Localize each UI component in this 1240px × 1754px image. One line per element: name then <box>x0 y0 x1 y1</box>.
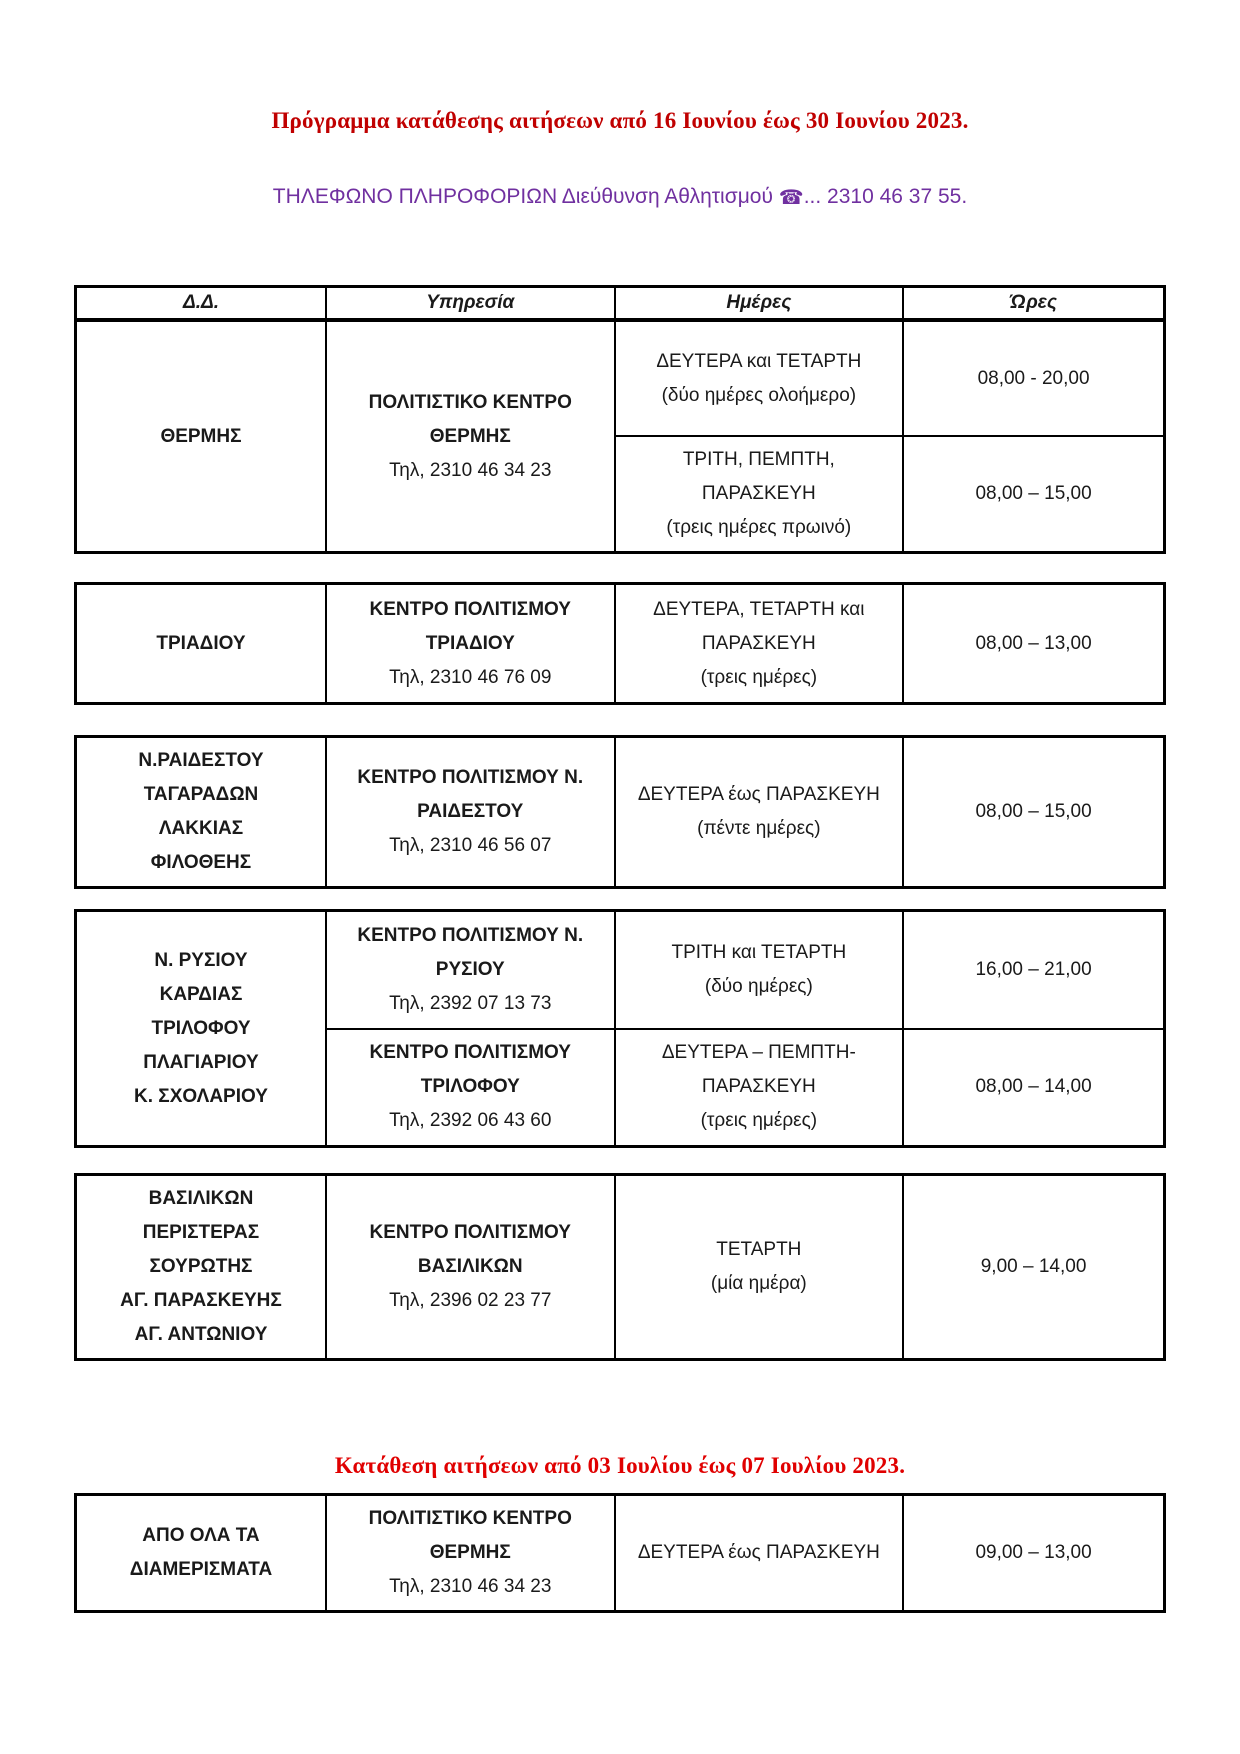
hours-cell: 9,00 – 14,00 <box>903 1175 1164 1360</box>
service-name-line: ΚΕΝΤΡΟ ΠΟΛΙΤΙΣΜΟΥ Ν. <box>357 767 584 788</box>
table-thermis <box>74 285 1166 554</box>
days-line: ΠΑΡΑΣΚΕΥΗ <box>701 1076 816 1098</box>
service-cell <box>326 320 615 553</box>
header-row <box>76 287 1165 321</box>
days-cell <box>615 584 904 704</box>
table-raidestou <box>74 735 1166 889</box>
days-note: (τρεις ημέρες) <box>700 1110 818 1132</box>
info-phone-number: ... 2310 46 37 55. <box>803 185 968 208</box>
days-note: (δύο ημέρες ολοήμερο) <box>661 384 857 406</box>
district-cell <box>76 584 326 704</box>
days-line: ΔΕΥΤΕΡΑ – ΠΕΜΠΤΗ- <box>661 1042 856 1064</box>
days-line: ΔΕΥΤΕΡΑ έως ΠΑΡΑΣΚΕΥΗ <box>637 1542 880 1563</box>
district-line: ΠΛΑΓΙΑΡΙΟΥ <box>143 1051 259 1073</box>
service-phone: Τηλ, 2392 06 43 60 <box>389 1110 552 1132</box>
district-line: ΑΓ. ΠΑΡΑΣΚΕΥΗΣ <box>120 1290 282 1311</box>
days-line: ΔΕΥΤΕΡΑ και ΤΕΤΑΡΤΗ <box>656 350 862 372</box>
days-line: ΠΑΡΑΣΚΕΥΗ <box>701 632 816 654</box>
title-july-period: Κατάθεση αιτήσεων από 03 Ιουλίου έως 07 Ιουλίου 2023. <box>334 1453 906 1478</box>
days-line: ΔΕΥΤΕΡΑ έως ΠΑΡΑΣΚΕΥΗ <box>637 784 880 805</box>
service-name-line: ΡΑΙΔΕΣΤΟΥ <box>417 801 524 822</box>
service-name-line: ΠΟΛΙΤΙΣΤΙΚΟ ΚΕΝΤΡΟ <box>368 391 572 413</box>
table-vasilikon <box>74 1173 1166 1361</box>
district-cell <box>76 737 326 888</box>
table-row <box>76 1495 1165 1612</box>
hours-cell: 08,00 – 13,00 <box>903 584 1164 704</box>
days-note: (πέντε ημέρες) <box>697 818 821 839</box>
days-cell <box>615 320 904 436</box>
hours-cell: 08,00 - 20,00 <box>903 320 1164 436</box>
title-june-period: Πρόγραμμα κατάθεσης αιτήσεων από 16 Ιουνίου έως 30 Ιουνίου 2023. <box>271 108 969 133</box>
district-line: ΑΓ. ΑΝΤΩΝΙΟΥ <box>134 1324 268 1345</box>
service-phone: Τηλ, 2310 46 34 23 <box>389 1576 552 1597</box>
days-cell <box>615 911 904 1029</box>
service-name-line: ΠΟΛΙΤΙΣΤΙΚΟ ΚΕΝΤΡΟ <box>368 1508 572 1529</box>
info-phone-label: ΤΗΛΕΦΩΝΟ ΠΛΗΡΟΦΟΡΙΩΝ Διεύθυνση Αθλητισμού <box>272 185 773 208</box>
days-note: (δύο ημέρες) <box>704 975 813 997</box>
hours-cell: 08,00 – 14,00 <box>903 1029 1164 1147</box>
district-line: ΤΡΙΑΔΙΟΥ <box>156 632 246 654</box>
district-line: ΤΑΓΑΡΑΔΩΝ <box>143 784 259 805</box>
service-name-line: ΤΡΙΑΔΙΟΥ <box>425 632 515 654</box>
service-name-line: ΚΕΝΤΡΟ ΠΟΛΙΤΙΣΜΟΥ Ν. <box>357 924 584 946</box>
service-phone: Τηλ, 2310 46 76 09 <box>389 666 552 688</box>
district-line: ΚΑΡΔΙΑΣ <box>159 983 243 1005</box>
district-line: ΒΑΣΙΛΙΚΩΝ <box>148 1188 254 1209</box>
district-line: ΘΕΡΜΗΣ <box>160 425 242 447</box>
district-line: ΣΟΥΡΩΤΗΣ <box>149 1256 253 1277</box>
service-name-line: ΤΡΙΛΟΦΟΥ <box>420 1076 520 1098</box>
district-line: Ν. ΡΥΣΙΟΥ <box>154 949 248 971</box>
district-line: ΦΙΛΟΘΕΗΣ <box>150 852 252 873</box>
days-cell <box>615 436 904 553</box>
district-line: Ν.ΡΑΙΔΕΣΤΟΥ <box>138 750 264 771</box>
service-phone: Τηλ, 2310 46 34 23 <box>389 459 552 481</box>
service-name-line: ΘΕΡΜΗΣ <box>429 1542 511 1563</box>
days-line: ΠΑΡΑΣΚΕΥΗ <box>701 483 816 504</box>
service-name-line: ΡΥΣΙΟΥ <box>435 958 505 980</box>
district-line: ΤΡΙΛΟΦΟΥ <box>151 1017 251 1039</box>
service-phone: Τηλ, 2396 02 23 77 <box>389 1290 552 1311</box>
days-line: ΔΕΥΤΕΡΑ, ΤΕΤΑΡΤΗ και <box>653 598 865 620</box>
service-name-line: ΘΕΡΜΗΣ <box>429 425 511 447</box>
hours-cell: 08,00 – 15,00 <box>903 737 1164 888</box>
district-line: ΑΠΟ ΟΛΑ ΤΑ <box>142 1525 260 1546</box>
table-triadiou <box>74 582 1166 705</box>
days-cell <box>615 1029 904 1147</box>
district-cell <box>76 320 326 553</box>
hours-cell: 09,00 – 13,00 <box>903 1495 1164 1612</box>
days-cell <box>615 1495 904 1612</box>
service-phone: Τηλ, 2310 46 56 07 <box>389 835 552 856</box>
district-line: ΛΑΚΚΙΑΣ <box>158 818 244 839</box>
days-line: ΤΡΙΤΗ, ΠΕΜΠΤΗ, <box>682 449 835 470</box>
district-cell <box>76 1495 326 1612</box>
col-header-days: Ημέρες <box>615 287 904 321</box>
days-note: (τρεις ημέρες πρωινό) <box>666 517 852 538</box>
hours-cell: 08,00 – 15,00 <box>903 436 1164 553</box>
table-row <box>76 1175 1165 1360</box>
district-line: ΠΕΡΙΣΤΕΡΑΣ <box>142 1222 260 1243</box>
table-row <box>76 584 1165 704</box>
district-line: Κ. ΣΧΟΛΑΡΙΟΥ <box>134 1085 268 1107</box>
telephone-receiver-icon: ☎ <box>778 187 804 209</box>
service-cell <box>326 584 615 704</box>
days-cell <box>615 737 904 888</box>
service-cell <box>326 911 615 1029</box>
service-cell <box>326 1175 615 1360</box>
days-cell <box>615 1175 904 1360</box>
table-row <box>76 911 1165 1029</box>
service-cell <box>326 737 615 888</box>
info-phone-line <box>0 184 1240 209</box>
district-cell <box>76 911 326 1147</box>
service-name-line: ΒΑΣΙΛΙΚΩΝ <box>417 1256 523 1277</box>
col-header-service: Υπηρεσία <box>326 287 615 321</box>
col-header-dd: Δ.Δ. <box>76 287 326 321</box>
district-line: ΔΙΑΜΕΡΙΣΜΑΤΑ <box>129 1559 273 1580</box>
col-header-hours: Ώρες <box>903 287 1164 321</box>
service-phone: Τηλ, 2392 07 13 73 <box>389 992 552 1014</box>
service-name-line: ΚΕΝΤΡΟ ΠΟΛΙΤΙΣΜΟΥ <box>369 1042 571 1064</box>
table-row <box>76 737 1165 888</box>
table-row <box>76 320 1165 436</box>
district-cell <box>76 1175 326 1360</box>
table-rysiou <box>74 909 1166 1148</box>
days-note: (μία ημέρα) <box>710 1273 807 1294</box>
hours-cell: 16,00 – 21,00 <box>903 911 1164 1029</box>
days-line: ΤΡΙΤΗ και ΤΕΤΑΡΤΗ <box>671 941 847 963</box>
service-cell <box>326 1495 615 1612</box>
service-name-line: ΚΕΝΤΡΟ ΠΟΛΙΤΙΣΜΟΥ <box>369 1222 571 1243</box>
days-note: (τρεις ημέρες) <box>700 666 818 688</box>
service-cell <box>326 1029 615 1147</box>
table-all-districts <box>74 1493 1166 1613</box>
days-line: ΤΕΤΑΡΤΗ <box>716 1239 802 1260</box>
service-name-line: ΚΕΝΤΡΟ ΠΟΛΙΤΙΣΜΟΥ <box>369 598 571 620</box>
